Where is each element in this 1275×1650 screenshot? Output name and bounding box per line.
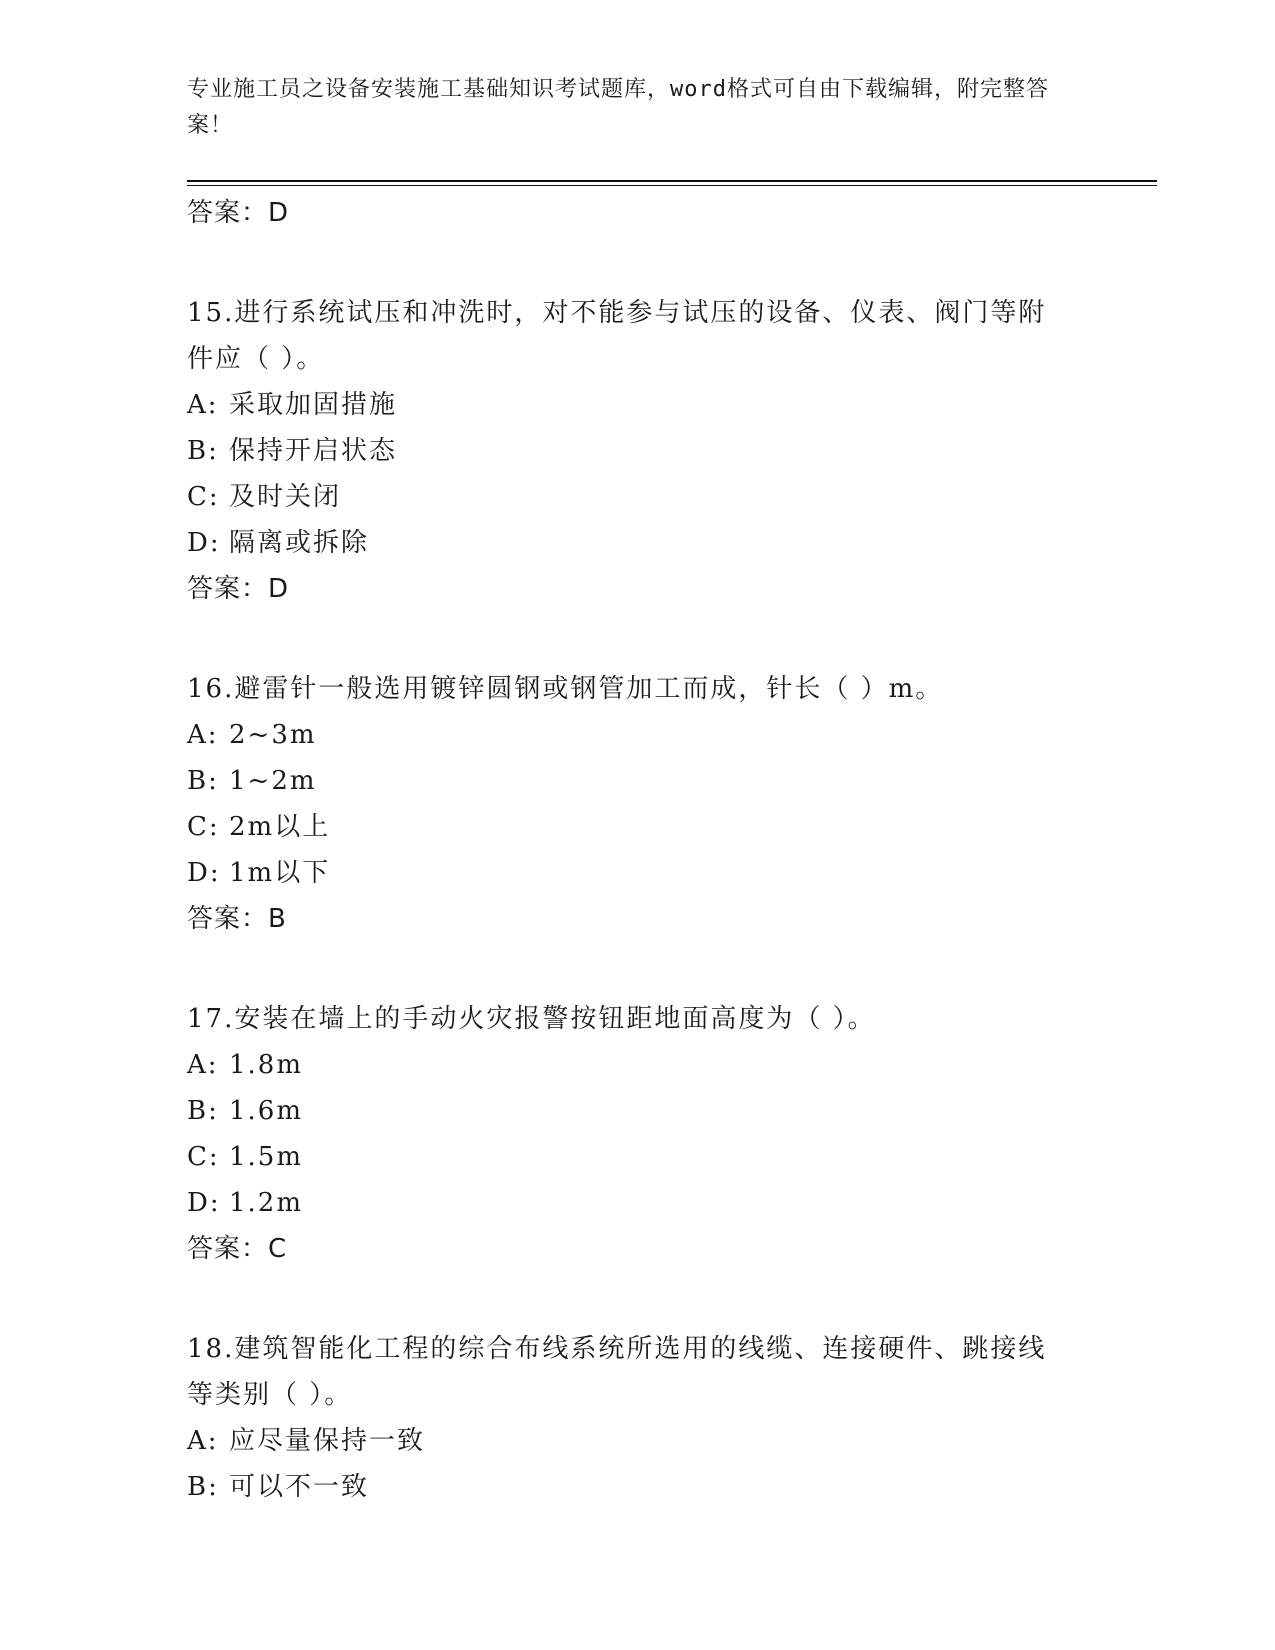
option-letter: B: (187, 766, 219, 796)
option-letter: D: (187, 1188, 221, 1218)
option-letter: B: (187, 436, 219, 466)
option-b (187, 1464, 1087, 1510)
option-b (187, 1088, 1087, 1134)
question-stem: 17.安装在墙上的手动火灾报警按钮距地面高度为（ ）。 (187, 1004, 876, 1034)
option-text: 1.2m (229, 1188, 304, 1218)
option-a (187, 712, 1087, 758)
option-b (187, 758, 1087, 804)
option-d (187, 850, 1087, 896)
option-d (187, 1180, 1087, 1226)
option-a (187, 382, 1087, 428)
question-list (187, 190, 1087, 1510)
question-stem: 16.避雷针一般选用镀锌圆钢或钢管加工而成，针长（ ）m。 (187, 674, 944, 704)
option-text: 1m以下 (229, 858, 331, 888)
question-block (187, 996, 1087, 1272)
option-c (187, 804, 1087, 850)
option-a (187, 1418, 1087, 1464)
answer-line: 答案：C (187, 1234, 288, 1264)
option-text: 保持开启状态 (229, 436, 398, 466)
option-text: 1.5m (229, 1142, 304, 1172)
answer-line: 答案：D (187, 198, 290, 228)
option-letter: A: (187, 1426, 219, 1456)
option-letter: C: (187, 1142, 220, 1172)
document-header: 专业施工员之设备安装施工基础知识考试题库，word格式可自由下载编辑，附完整答案！ (187, 77, 1049, 138)
question-block (187, 666, 1087, 942)
option-letter: B: (187, 1472, 219, 1502)
option-text: 2~3m (229, 720, 317, 750)
option-letter: A: (187, 390, 219, 420)
option-letter: A: (187, 720, 219, 750)
question-stem: 18.建筑智能化工程的综合布线系统所选用的线缆、连接硬件、跳接线等类别（ ）。 (187, 1334, 1047, 1410)
option-letter: A: (187, 1050, 219, 1080)
option-letter: D: (187, 858, 221, 888)
option-text: 采取加固措施 (229, 390, 398, 420)
answer-line: 答案：D (187, 574, 290, 604)
option-b (187, 428, 1087, 474)
question-stem: 15.进行系统试压和冲洗时，对不能参与试压的设备、仪表、阀门等附件应（ ）。 (187, 298, 1047, 374)
option-text: 及时关闭 (229, 482, 342, 512)
option-d (187, 520, 1087, 566)
option-text: 应尽量保持一致 (229, 1426, 426, 1456)
option-letter: C: (187, 812, 220, 842)
option-letter: B: (187, 1096, 219, 1126)
option-text: 2m以上 (229, 812, 331, 842)
option-c (187, 1134, 1087, 1180)
question-block (187, 290, 1087, 612)
header-rule-thick (187, 180, 1157, 182)
answer-line: 答案：B (187, 904, 287, 934)
header-rule-thin (187, 185, 1157, 186)
option-text: 1.6m (229, 1096, 304, 1126)
option-text: 隔离或拆除 (229, 528, 370, 558)
option-text: 1~2m (229, 766, 317, 796)
option-c (187, 474, 1087, 520)
option-text: 可以不一致 (229, 1472, 370, 1502)
question-block (187, 1326, 1087, 1510)
option-letter: D: (187, 528, 221, 558)
option-letter: C: (187, 482, 220, 512)
option-a (187, 1042, 1087, 1088)
option-text: 1.8m (229, 1050, 304, 1080)
